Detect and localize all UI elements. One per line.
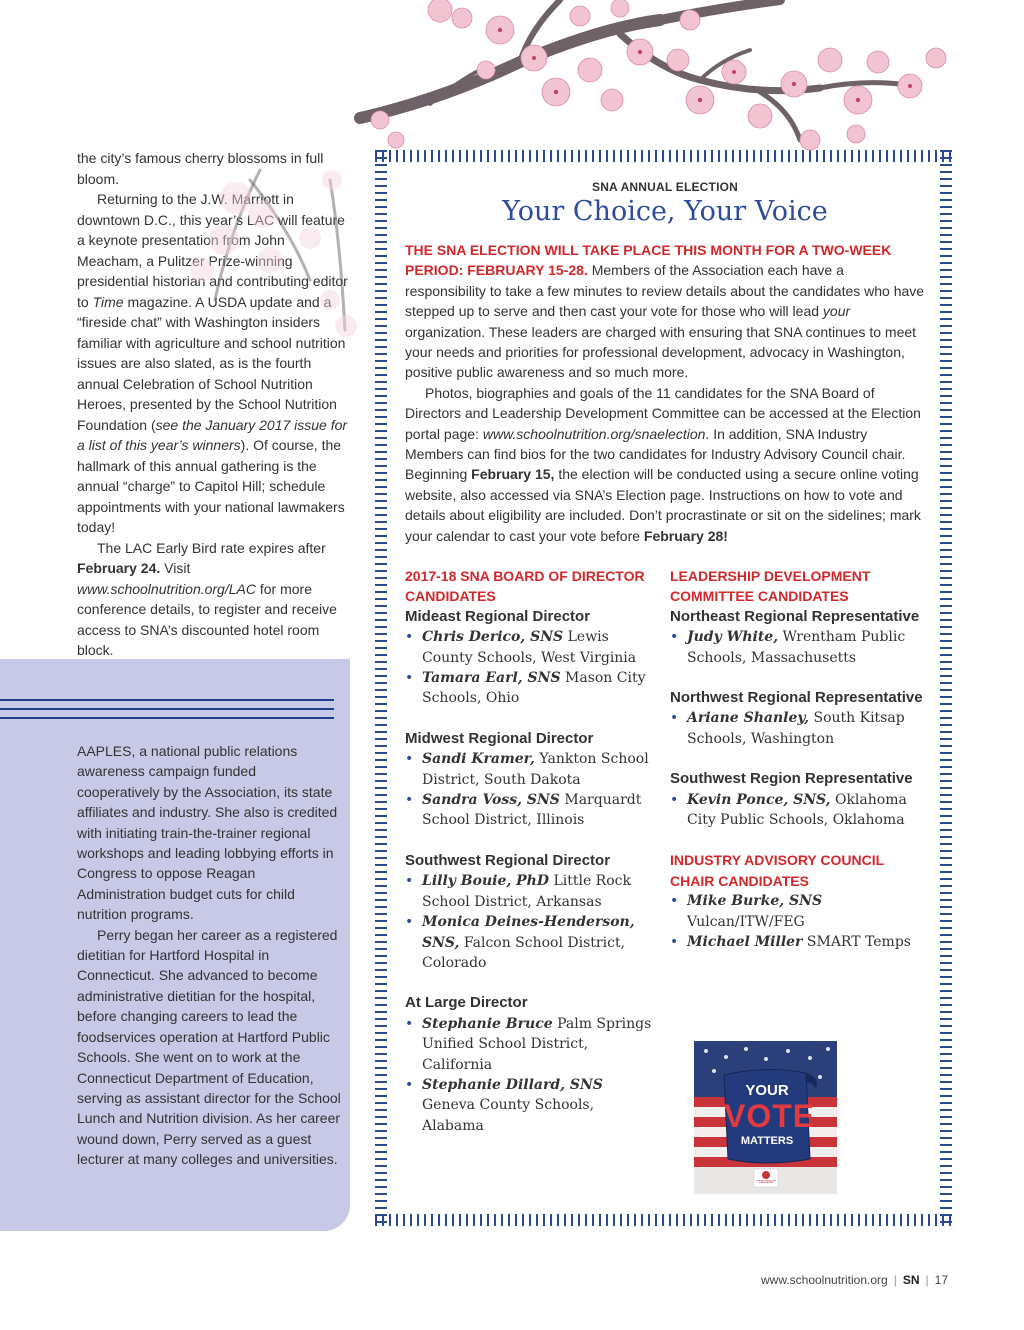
position-title: Northwest Regional Representative: [670, 689, 923, 707]
candidate-affiliation: Wrentham Public Schools, Massachusetts: [687, 629, 906, 666]
article-paragraph: the city’s famous cherry blossoms in full bloom.: [77, 150, 324, 187]
candidate-item: [405, 790, 655, 831]
magazine-name: SN: [902, 1273, 920, 1287]
sidebar-rule: [0, 717, 334, 719]
election-portal-link: www.schoolnutrition.org/snaelection: [482, 425, 706, 442]
sidebar-paragraph: Perry began her career as a registered dietitian for Hartford Hospital in Connecticut. She advanced to become administrative dietitian for the hospital, before changing careers to lead the foodservices operation at Hartford Public Schools. She went on to work at the Connecticut Department of Education, serving as assistant director for the School Lunch and Nutrition division. As her career wound down, Perry served as a guest lecturer at many colleges and universities.: [77, 926, 341, 1168]
text-run: see the January 2017 issue for a list of this year’s winners: [77, 416, 348, 453]
text-run: February 28!: [643, 527, 728, 544]
candidate-name: Mike Burke, SNS: [687, 893, 823, 910]
text-run: The LAC Early Bird rate expires after: [97, 539, 326, 556]
candidate-name: Michael Miller: [687, 934, 803, 951]
candidate-affiliation: Vulcan/ITW/FEG: [687, 913, 805, 930]
candidate-item: [670, 932, 930, 952]
text-run: February 15,: [471, 466, 555, 483]
left-column-article: [77, 148, 352, 661]
candidate-name: Sandra Voss, SNS: [422, 792, 560, 809]
candidate-item: [405, 912, 655, 973]
page-footer: www.schoolnutrition.org | SN | 17: [760, 1273, 948, 1287]
candidate-affiliation: Lewis County Schools, West Virginia: [422, 629, 637, 666]
striped-border-top: [375, 150, 952, 162]
sidebar-rule: [0, 699, 334, 701]
candidate-item: [405, 749, 655, 790]
candidate-item: [405, 627, 655, 668]
candidate-item: [670, 891, 930, 932]
text-run: Visit: [160, 560, 191, 576]
page-title: Your Choice, Your Voice: [502, 196, 828, 227]
text-run: organization. These leaders are charged with ensuring that SNA continues to meet your needs and priorities for professional development, advocacy in Washington, positive public awareness and so much more.: [405, 323, 917, 381]
position-title: Southwest Regional Director: [405, 851, 611, 869]
position-title: Southwest Region Representative: [670, 770, 913, 788]
text-run: magazine. A USDA update and a “fireside chat” with Washington insiders familiar with agriculture and school nutrition issues are also slated, as is the fourth annual Celebration of School Nutrition Heroes, presented by the School Nutrition Foundation (: [77, 293, 346, 433]
candidate-item: [405, 1014, 655, 1075]
candidate-name: Sandi Kramer,: [422, 751, 535, 768]
candidate-name: Monica Deines-Henderson, SNS,: [422, 914, 635, 951]
candidate-name: Tamara Earl, SNS: [422, 670, 561, 687]
candidate-list: [405, 627, 655, 709]
position-title: Northeast Regional Representative: [670, 607, 920, 625]
position-title: Mideast Regional Director: [405, 607, 591, 625]
text-run: Members of the Association each have a responsibility to take a few minutes to review details about the candidates who have stepped up to serve and then cast your vote for those who will lead: [405, 262, 925, 320]
candidate-item: [670, 790, 930, 831]
candidate-item: [405, 668, 655, 709]
candidate-list: [405, 871, 655, 973]
sidebar-rule: [0, 708, 334, 710]
candidate-list: [670, 790, 930, 831]
candidate-name: Ariane Shanley,: [687, 710, 810, 727]
badge-text-your: YOUR: [745, 1082, 789, 1099]
iac-heading: INDUSTRY ADVISORY COUNCIL CHAIR CANDIDATES: [670, 852, 884, 889]
candidate-name: Judy White,: [687, 629, 779, 646]
lead-in: THE SNA ELECTION WILL TAKE PLACE THIS MONTH FOR A TWO-WEEK PERIOD: FEBRUARY 15-28.: [405, 242, 892, 279]
striped-border-right: [940, 150, 952, 1226]
candidate-name: Kevin Ponce, SNS,: [687, 791, 831, 808]
candidate-list: [405, 1014, 655, 1136]
position-title: Midwest Regional Director: [405, 729, 594, 747]
candidate-affiliation: Marquardt School District, Illinois: [422, 792, 642, 829]
candidate-item: [405, 1075, 655, 1136]
candidate-list: [670, 627, 930, 668]
text-run: the election will be conducted using a secure online voting website, also accessed via SNA’s Election page. Instructions on how to vote and details about eligibility are included. Don’t procrastinate or sit on the sidelines; mark your calendar to cast your vote before: [405, 466, 921, 544]
page-number: 17: [934, 1273, 948, 1287]
sidebar-article: [77, 741, 342, 1170]
candidate-list: [670, 708, 930, 749]
candidate-affiliation: Palm Springs Unified School District, California: [422, 1015, 652, 1073]
candidate-name: Stephanie Dillard, SNS: [422, 1076, 603, 1093]
candidate-affiliation: Yankton School District, South Dakota: [422, 751, 649, 788]
text-run: Photos, biographies and goals of the 11 candidates for the SNA Board of Directors and Leadership Development Committee can be accessed at the Election portal page:: [405, 384, 921, 442]
sna-logo: SCHOOL NUTRITION ASSOCIATION: [756, 1180, 776, 1184]
text-run: Returning to the J.W. Marriott in downtown D.C., this year’s LAC will feature a keynote presentation from John Meacham, a Pulitzer Prize-winning presidential historian and contributing editor to: [77, 191, 348, 310]
candidate-affiliation: Falcon School District, Colorado: [422, 934, 626, 971]
candidate-list: [405, 749, 655, 831]
text-run: Time: [92, 293, 124, 310]
striped-border-bottom: [375, 1214, 952, 1226]
candidate-affiliation: Little Rock School District, Arkansas: [422, 873, 631, 910]
position-title: At Large Director: [405, 994, 528, 1012]
conference-link: www.schoolnutrition.org/LAC: [77, 580, 256, 597]
text-run: . In addition, SNA Industry Members can find bios for the two candidates for Industry Advisory Council chair. Beginning: [405, 425, 906, 483]
candidate-list: [670, 891, 930, 952]
candidate-affiliation: Geneva County Schools, Alabama: [422, 1097, 595, 1134]
candidate-name: Chris Derico, SNS: [422, 629, 564, 646]
article-paragraph: [77, 189, 352, 538]
candidate-item: [405, 871, 655, 912]
election-intro: [405, 240, 925, 546]
text-run: your: [822, 303, 851, 320]
striped-border-left: [375, 150, 387, 1226]
committee-candidates-column: [670, 566, 930, 953]
footer-url: www.schoolnutrition.org: [760, 1273, 888, 1287]
text-run: February 24.: [77, 560, 161, 576]
sidebar-paragraph: AAPLES, a national public relations awareness campaign funded cooperatively by the Association, its state affiliates and industry. She also is credited with initiating train-the-trainer regional workshops and leading lobbying efforts in Congress to oppose Reagan Administration budget cuts for child nutrition programs.: [77, 743, 338, 923]
candidate-name: Lilly Bouie, PhD: [422, 873, 549, 890]
candidate-item: [670, 627, 930, 668]
article-paragraph: [77, 538, 352, 661]
candidate-affiliation: Oklahoma City Public Schools, Oklahoma: [687, 791, 907, 829]
your-vote-matters-image: [694, 1041, 837, 1194]
badge-text-matters: MATTERS: [740, 1135, 794, 1147]
board-heading: 2017-18 SNA BOARD OF DIRECTOR CANDIDATES: [405, 568, 645, 605]
text-run: ). Of course, the hallmark of this annual gathering is the annual “charge” to Capitol Hill; schedule appointments with your national lawmakers today!: [77, 437, 345, 535]
intro-paragraph: [405, 383, 925, 546]
text-run: for more conference details, to register and receive access to SNA’s discounted hotel room block.: [77, 580, 337, 658]
board-candidates-column: [405, 566, 655, 1136]
candidate-affiliation: South Kitsap Schools, Washington: [687, 710, 905, 747]
candidate-name: Stephanie Bruce: [422, 1015, 553, 1032]
section-kicker: SNA ANNUAL ELECTION: [591, 180, 739, 194]
candidate-item: [670, 708, 930, 749]
badge-text-vote: VOTE: [724, 1098, 816, 1134]
candidate-affiliation: SMART Temps: [806, 934, 911, 951]
intro-paragraph: [405, 240, 925, 383]
candidate-affiliation: Mason City Schools, Ohio: [422, 670, 646, 707]
ldc-heading: LEADERSHIP DEVELOPMENT COMMITTEE CANDIDATES: [670, 568, 871, 605]
